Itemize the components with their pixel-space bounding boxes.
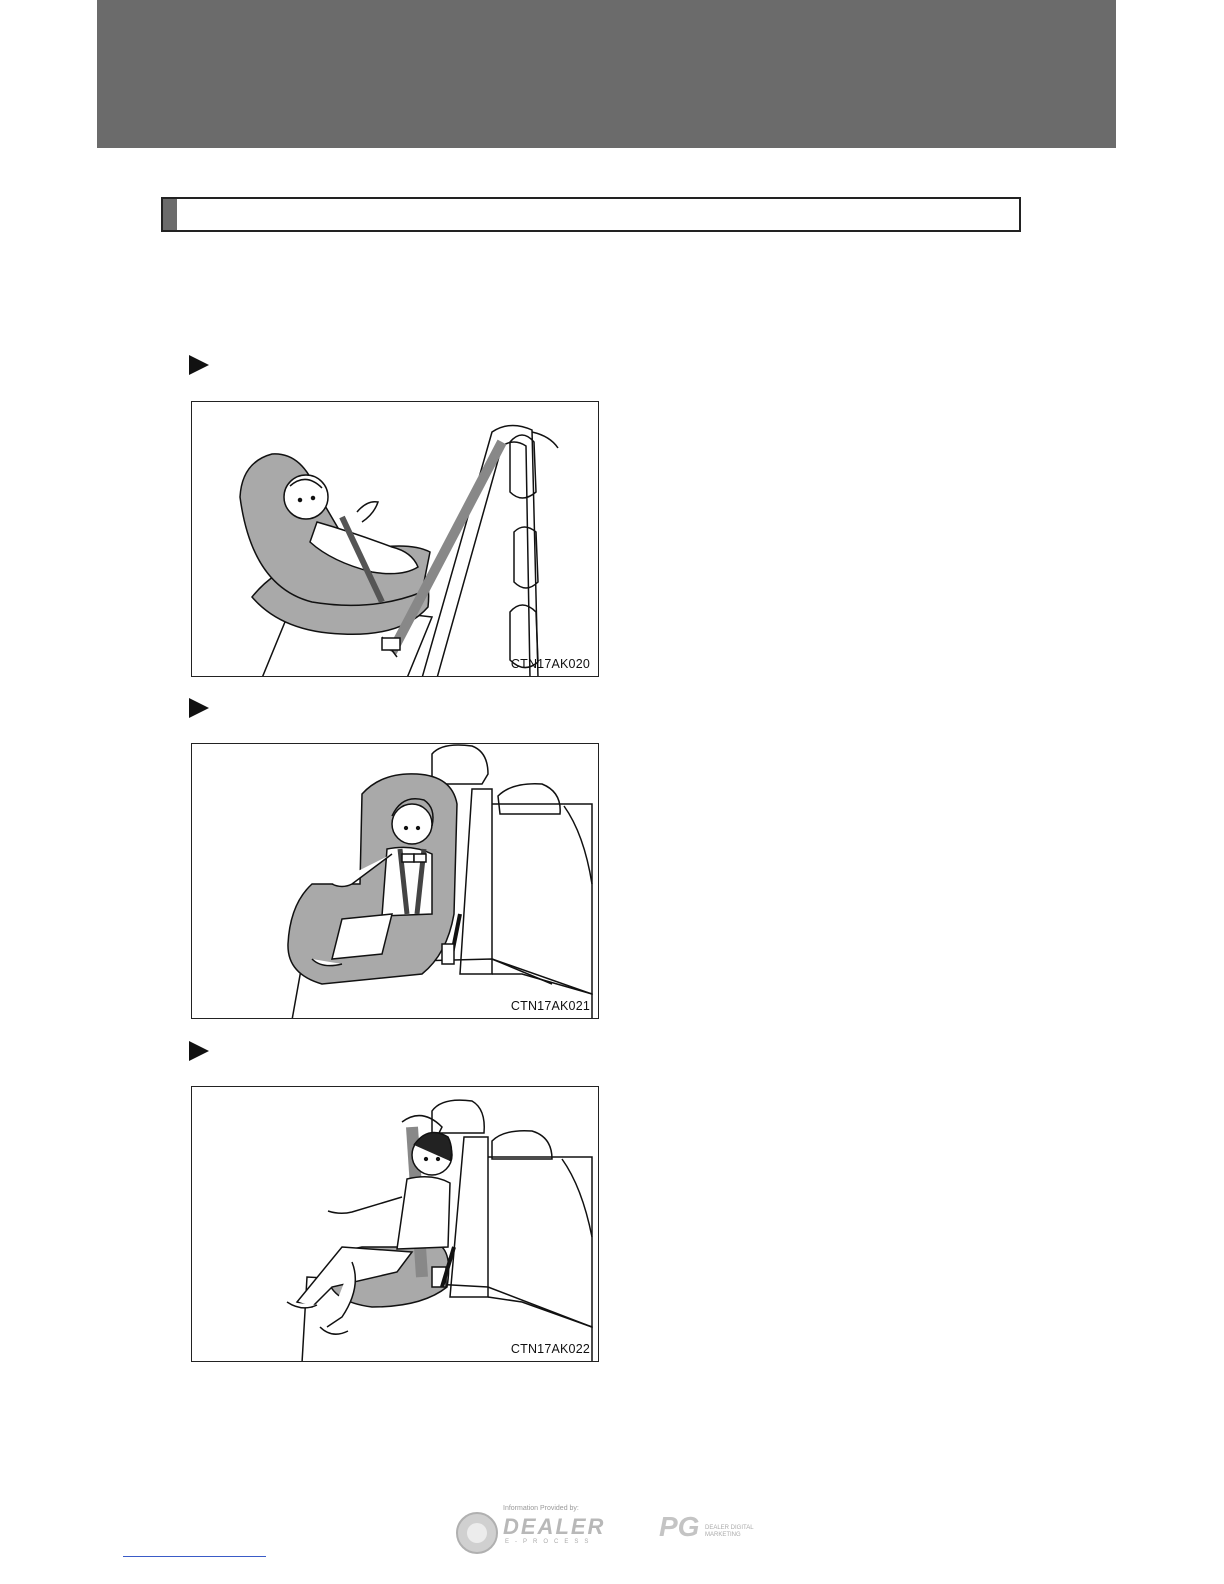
- bullet-arrow-icon: [189, 355, 209, 375]
- infant-seat-illustration: [192, 402, 599, 677]
- footer-link-underline[interactable]: [123, 1556, 266, 1557]
- pg-logo-subtext: DEALER DIGITAL MARKETING: [705, 1525, 754, 1538]
- footer-watermark: [455, 1505, 775, 1555]
- provided-by-text: Information Provided by:: [503, 1505, 579, 1512]
- dealer-logo-text: DEALER: [503, 1514, 606, 1539]
- child-seat-illustration: [192, 744, 599, 1019]
- header-bar: [97, 0, 1116, 148]
- figure-code: CTN17AK020: [510, 657, 590, 671]
- figure-booster-seat: [191, 1086, 599, 1362]
- figure-code: CTN17AK021: [510, 999, 590, 1013]
- section-title-tab: [163, 199, 177, 230]
- bullet-arrow-icon: [189, 1041, 209, 1061]
- figure-child-seat: [191, 743, 599, 1019]
- dealer-logo-subtext: E-PROCESS: [505, 1539, 595, 1545]
- pg-logo-text: PG: [659, 1511, 700, 1542]
- bullet-arrow-icon: [189, 698, 209, 718]
- figure-code: CTN17AK022: [510, 1342, 590, 1356]
- booster-seat-illustration: [192, 1087, 599, 1362]
- figure-infant-seat: [191, 401, 599, 677]
- dealer-eprocess-logo-icon: [455, 1511, 499, 1555]
- section-title-box: [161, 197, 1021, 232]
